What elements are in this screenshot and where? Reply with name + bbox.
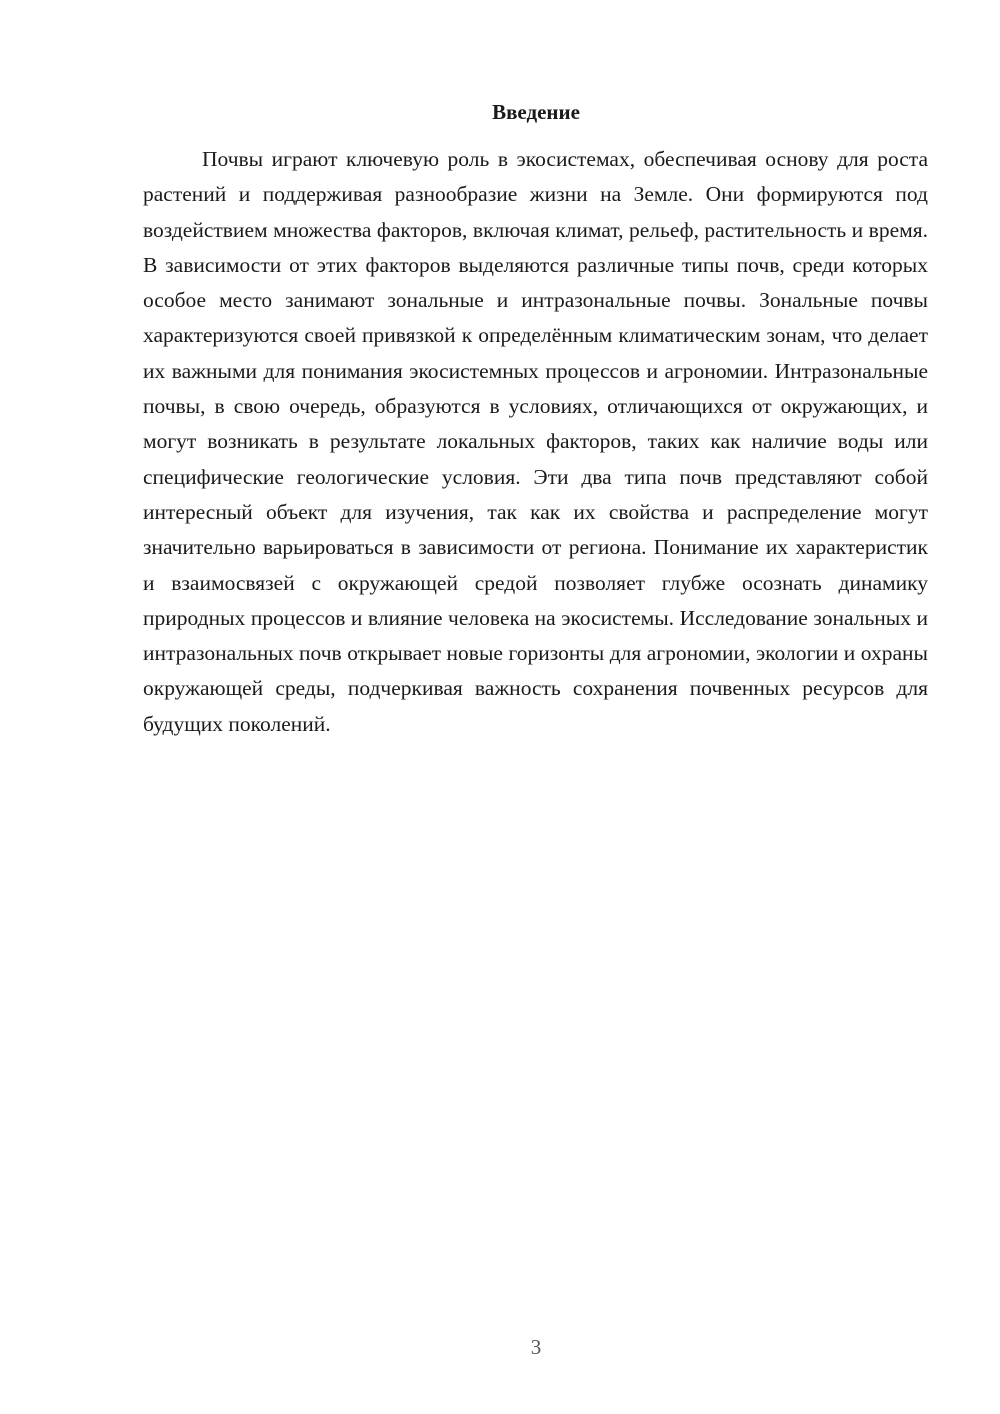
- body-paragraph: Почвы играют ключевую роль в экосистемах, обеспечивая основу для роста растений и поддерживая разнообразие жизни на Земле. Они формируются под воздействием множества факторов, включая климат, рельеф, растительность и время. В зависимости от этих факторов выделяются различные типы почв, среди которых особое место занимают зональные и интразональные почвы. Зональные почвы характеризуются своей привязкой к определённым климатическим зонам, что делает их важными для понимания экосистемных процессов и агрономии. Интразональные почвы, в свою очередь, образуются в условиях, отличающихся от окружающих, и могут возникать в результате локальных факторов, таких как наличие воды или специфические геологические условия. Эти два типа почв представляют собой интересный объект для изучения, так как их свойства и распределение могут значительно варьироваться в зависимости от региона. Понимание их характеристик и взаимосвязей с окружающей средой позволяет глубже осознать динамику природных процессов и влияние человека на экосистемы. Исследование зональных и интразональных почв открывает новые горизонты для агрономии, экологии и охраны окружающей среды, подчеркивая важность сохранения почвенных ресурсов для будущих поколений.: [143, 147, 928, 736]
- section-heading: Введение: [492, 100, 580, 124]
- page-number: 3: [530, 1335, 542, 1359]
